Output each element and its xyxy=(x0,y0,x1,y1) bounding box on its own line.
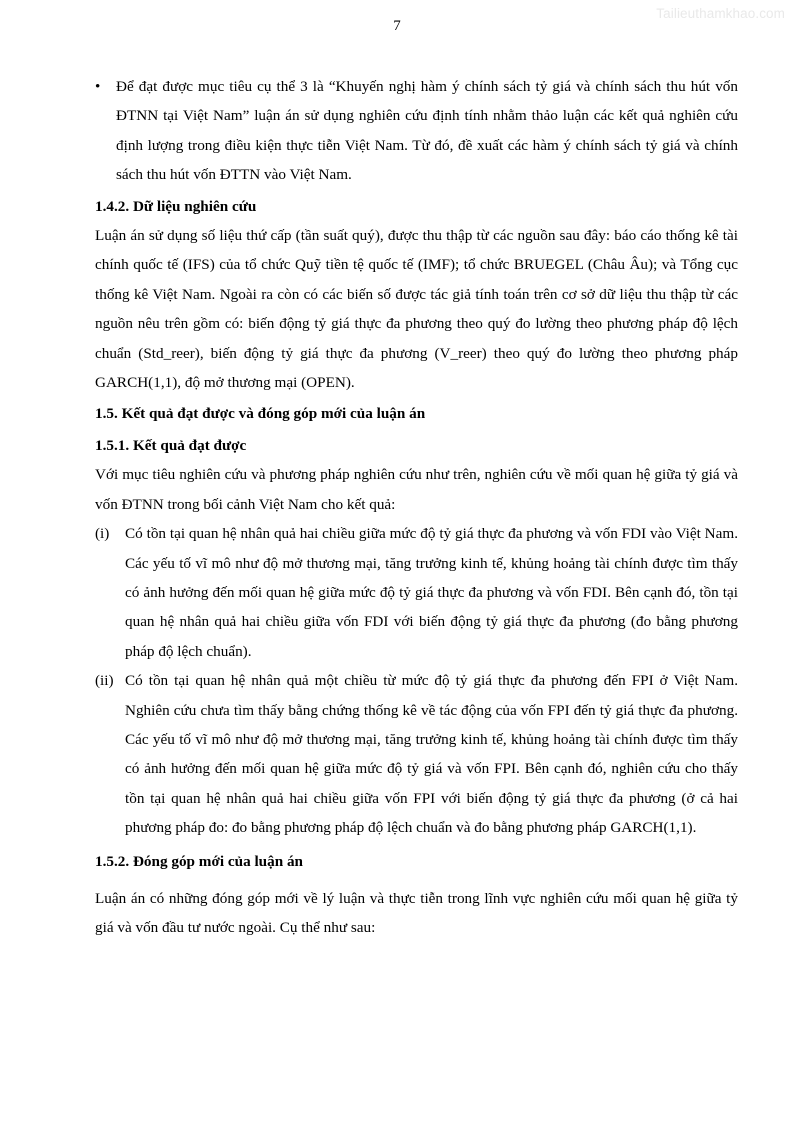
list-item xyxy=(95,519,738,666)
bullet-item-objective-3 xyxy=(95,72,738,190)
list-item xyxy=(95,666,738,842)
list-item-text: Có tồn tại quan hệ nhân quả một chiều từ mức độ tỷ giá thực đa phương đến FPI ở Việt Nam. Nghiên cứu chưa tìm thấy bằng chứng thống kê về tác động của vốn FPI đến tỷ giá thực đa phương. Các yếu tố vĩ mô như độ mở thương mại, tăng trưởng kinh tế, khủng hoảng tài chính được tìm thấy có ảnh hưởng đến mối quan hệ giữa mức độ tỷ giá và vốn FPI. Bên cạnh đó, nghiên cứu cho thấy tồn tại quan hệ nhân quả hai chiều giữa vốn FPI với biến động tỷ giá thực đa phương (ở cả hai phương pháp đo: đo bằng phương pháp độ lệch chuẩn và đo bằng phương pháp GARCH(1,1). xyxy=(125,672,738,837)
section-heading-1-5-2: 1.5.2. Đóng góp mới của luận án xyxy=(95,852,303,870)
list-marker: (ii) xyxy=(95,672,114,690)
watermark: Tailieuthamkhao.com xyxy=(656,6,785,21)
bullet-text: Để đạt được mục tiêu cụ thể 3 là “Khuyến nghị hàm ý chính sách tỷ giá và chính sách thu hút vốn ĐTNN tại Việt Nam” luận án sử dụng nghiên cứu định tính nhằm thảo luận các kết quả nghiên cứu định lượng trong điều kiện thực tiễn Việt Nam. Từ đó, đề xuất các hàm ý chính sách tỷ giá và chính sách thu hút vốn ĐTTN vào Việt Nam. xyxy=(116,78,738,184)
section-heading-1-5-1: 1.5.1. Kết quả đạt được xyxy=(95,436,247,454)
bullet-icon: • xyxy=(95,78,101,95)
section-heading-1-5: 1.5. Kết quả đạt được và đóng góp mới của luận án xyxy=(95,405,426,423)
list-item-text: Có tồn tại quan hệ nhân quả hai chiều giữa mức độ tỷ giá thực đa phương và vốn FDI vào Việt Nam. Các yếu tố vĩ mô như độ mở thương mại, tăng trưởng kinh tế, khủng hoảng tài chính được tìm thấy có ảnh hưởng đến mối quan hệ giữa mức độ tỷ giá thực đa phương và vốn FDI. Bên cạnh đó, tồn tại quan hệ nhân quả hai chiều giữa vốn FDI với biến động tỷ giá thực đa phương (đo bằng phương pháp độ lệch chuẩn). xyxy=(125,525,738,660)
list-marker: (i) xyxy=(95,525,110,543)
paragraph-results-intro: Với mục tiêu nghiên cứu và phương pháp nghiên cứu như trên, nghiên cứu về mối quan hệ giữa tỷ giá và vốn ĐTNN trong bối cảnh Việt Nam cho kết quả: xyxy=(95,466,738,513)
paragraph-contributions: Luận án có những đóng góp mới về lý luận và thực tiễn trong lĩnh vực nghiên cứu mối quan hệ giữa tỷ giá và vốn đầu tư nước ngoài. Cụ thể như sau: xyxy=(95,889,738,937)
paragraph-data-sources: Luận án sử dụng số liệu thứ cấp (tần suất quý), được thu thập từ các nguồn sau đây: báo cáo thống kê tài chính quốc tế (IFS) của tổ chức Quỹ tiền tệ quốc tế (IMF); tổ chức BRUEGEL (Châu Âu); và Tổng cục thống kê Việt Nam. Ngoài ra còn có các biến số được tác giả tính toán trên cơ sở dữ liệu thu thập từ các nguồn nêu trên gồm có: biến động tỷ giá thực đa phương theo quý đo lường theo phương pháp độ lệch chuẩn (Std_reer), biến động tỷ giá thực đa phương (V_reer) theo quý đo lường theo phương pháp GARCH(1,1), độ mở thương mại (OPEN). xyxy=(95,227,738,392)
section-heading-1-4-2: 1.4.2. Dữ liệu nghiên cứu xyxy=(95,197,257,215)
document-body xyxy=(95,72,738,943)
page-number: 7 xyxy=(393,18,401,34)
